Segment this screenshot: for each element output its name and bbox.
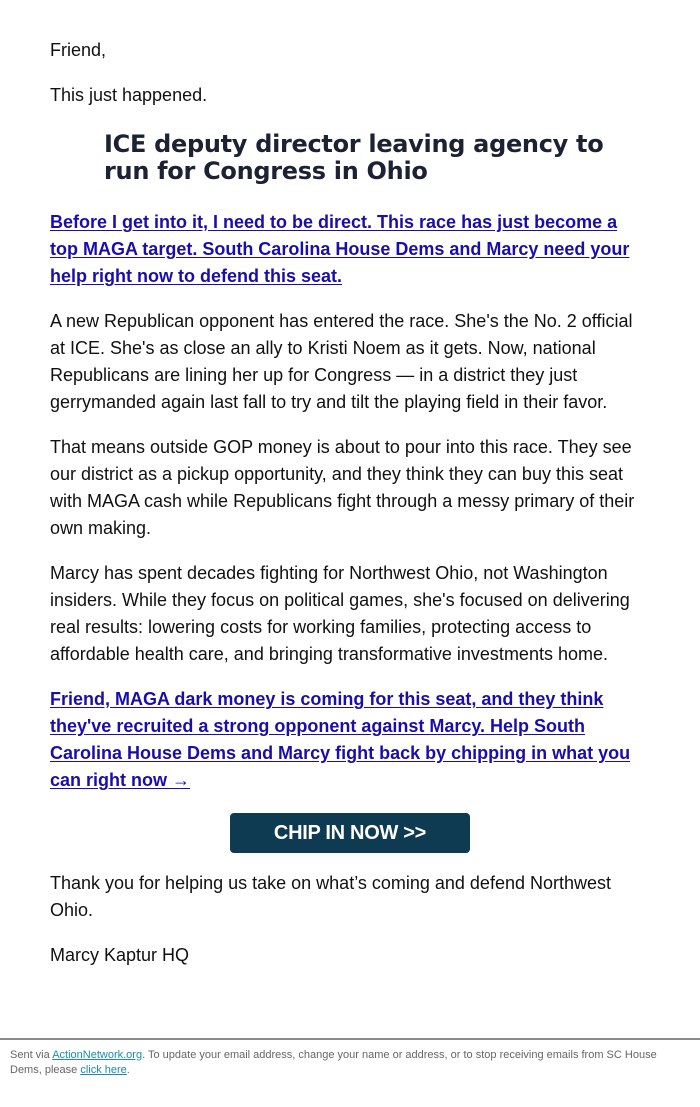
body-paragraph-3: Marcy has spent decades fighting for Northwest Ohio, not Washington insiders. While they focus on political games, she's focused on delivering real results: lowering costs for working families, protecting access to affordable health care, and bringing transformative investments home. xyxy=(50,563,630,664)
footer-suffix: . xyxy=(126,1064,130,1076)
donate-link-paragraph-2 xyxy=(50,686,650,794)
intro-text: This just happened. xyxy=(50,85,208,105)
unsubscribe-link[interactable]: click here xyxy=(80,1064,127,1076)
cta-container xyxy=(230,813,470,853)
greeting: Friend, xyxy=(50,40,107,60)
body-paragraph-2: That means outside GOP money is about to pour into this race. They see our district as a pickup opportunity, and they think they can buy this seat with MAGA cash while Republicans fight through a messy primary of their own making. xyxy=(50,437,635,538)
closing-text: Thank you for helping us take on what’s coming and defend Northwest Ohio. xyxy=(50,873,612,920)
footer-text xyxy=(10,1048,690,1078)
donate-link-paragraph-1 xyxy=(50,209,650,290)
footer-middle: . To update your email address, change your name or address, or to stop receiving emails from SC House Dems, please xyxy=(10,1049,657,1076)
email-footer xyxy=(0,1038,700,1078)
donate-link-2[interactable]: Friend, MAGA dark money is coming for this seat, and they think they've recruited a strong opponent against Marcy. Help South Carolina House Dems and Marcy fight back by chipping in what you can right now → xyxy=(50,689,631,790)
body-paragraph-1: A new Republican opponent has entered the race. She's the No. 2 official at ICE. She's as close an ally to Kristi Noem as it gets. Now, national Republicans are lining her up for Congress — in a district they just gerrymanded again last fall to try and tilt the playing field in their favor. xyxy=(50,311,633,412)
news-headline: ICE deputy director leaving agency to run for Congress in Ohio xyxy=(104,130,604,185)
actionnetwork-link[interactable]: ActionNetwork.org xyxy=(52,1049,143,1061)
chip-in-now-button[interactable]: CHIP IN NOW >> xyxy=(230,813,470,853)
donate-link-1[interactable]: Before I get into it, I need to be direct. This race has just become a top MAGA target. South Carolina House Dems and Marcy need your help right now to defend this seat. xyxy=(50,212,630,286)
signature: Marcy Kaptur HQ xyxy=(50,945,190,965)
footer-prefix: Sent via xyxy=(10,1049,53,1061)
